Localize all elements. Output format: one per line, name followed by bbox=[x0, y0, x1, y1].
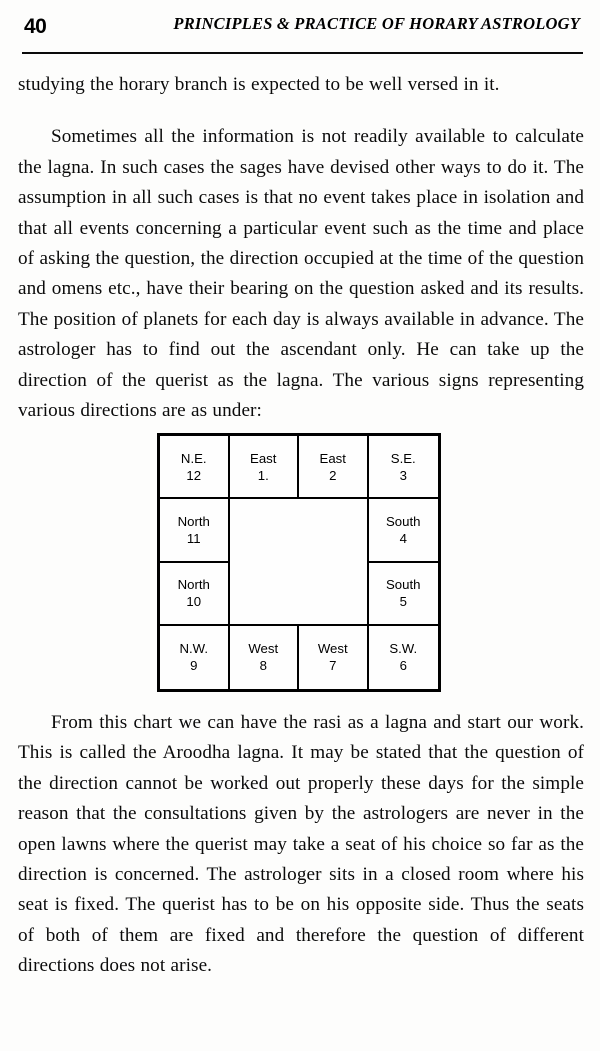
chart-cell-3 bbox=[369, 436, 439, 499]
chart-cell-4 bbox=[369, 499, 439, 562]
paragraph-aroodha-lagna: From this chart we can have the rasi as a lagna and start our work. This is called the Aroodha lagna. It may be stated that the question of the direction cannot be worked out properly these days for the simple reason that the consultations given by the astrologers are never in the open lawns where the querist may take a seat of his choice so far as the direction is concerned. The astrologer sits in a closed room where his seat is fixed. The querist has to be on his opposite side. Thus the seats of both of them are fixed and therefore the question of different directions does not arise. bbox=[18, 712, 584, 977]
chart-cell-direction: N.W. bbox=[179, 641, 209, 657]
header-divider bbox=[22, 52, 583, 54]
body-column-lower bbox=[18, 708, 584, 982]
chart-cell-number: 3 bbox=[399, 467, 407, 483]
chart-cell-number: 8 bbox=[259, 658, 267, 674]
chart-cell-direction: South bbox=[386, 513, 421, 529]
chart-cell-6 bbox=[369, 626, 439, 689]
chart-cell-number: 6 bbox=[399, 658, 407, 674]
chart-cell-direction: S.W. bbox=[389, 641, 418, 657]
chart-cell-number: 4 bbox=[399, 530, 407, 546]
chart-center-void bbox=[230, 499, 369, 626]
paragraph-continuation: studying the horary branch is expected to be well versed in it. bbox=[18, 74, 500, 95]
chart-cell-direction: West bbox=[317, 641, 348, 657]
chart-cell-number: 7 bbox=[329, 658, 337, 674]
chart-cell-direction: N.E. bbox=[180, 450, 207, 466]
chart-cell-8 bbox=[230, 626, 300, 689]
chart-cell-7 bbox=[299, 626, 369, 689]
chart-cell-9 bbox=[160, 626, 230, 689]
chart-cell-1 bbox=[230, 436, 300, 499]
chart-cell-12 bbox=[160, 436, 230, 499]
chart-cell-5 bbox=[369, 563, 439, 626]
chart-cell-direction: East bbox=[250, 450, 277, 466]
chart-cell-direction: South bbox=[386, 577, 421, 593]
chart-cell-number: 11 bbox=[186, 530, 201, 546]
chart-cell-number: 5 bbox=[399, 594, 407, 610]
running-head bbox=[24, 16, 582, 50]
chart-cell-direction: West bbox=[248, 641, 279, 657]
paragraph-lagna-calculation: Sometimes all the information is not readily available to calculate the lagna. In such cases the sages have devised other ways to do it. The assumption in all such cases is that no event takes place in isolation and that all events concerning a particular event such as the time and place of asking the question, the direction occupied at the time of the question and omens etc., have their bearing on the question asked and its results. The position of planets for each day is always available in advance. The astrologer has to find out the ascendant only. He can take up the direction of the querist as the lagna. The various signs representing various directions are as under: bbox=[18, 126, 584, 422]
rasi-chart-grid bbox=[157, 433, 441, 692]
body-column bbox=[18, 70, 584, 426]
chart-cell-2 bbox=[299, 436, 369, 499]
chart-cell-11 bbox=[160, 499, 230, 562]
chart-cell-direction: S.E. bbox=[390, 450, 416, 466]
chart-cell-direction: East bbox=[319, 450, 346, 466]
chart-cell-direction: North bbox=[177, 513, 210, 529]
page-number: 40 bbox=[24, 15, 47, 38]
chart-cell-number: 12 bbox=[186, 467, 202, 483]
chart-cell-number: 2 bbox=[329, 467, 337, 483]
chart-cell-number: 1. bbox=[257, 467, 269, 483]
chart-cell-10 bbox=[160, 563, 230, 626]
running-title: PRINCIPLES & PRACTICE OF HORARY ASTROLOGY bbox=[173, 14, 580, 33]
directions-chart bbox=[157, 433, 441, 692]
chart-cell-number: 9 bbox=[190, 658, 198, 674]
chart-cell-direction: North bbox=[177, 577, 210, 593]
chart-cell-number: 10 bbox=[186, 594, 202, 610]
